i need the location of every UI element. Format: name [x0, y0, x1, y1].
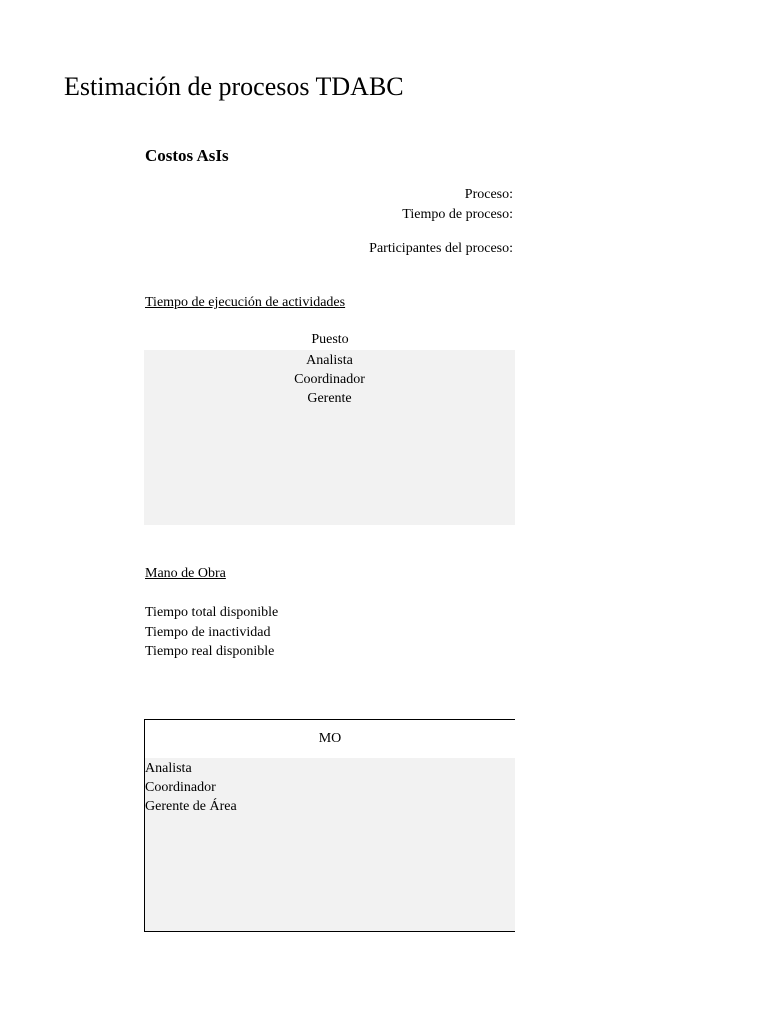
participants-label: Participantes del proceso:	[369, 241, 513, 256]
page-title: Estimación de procesos TDABC	[64, 72, 404, 101]
mo-row-gerente-area: Gerente de Área	[145, 799, 237, 814]
labor-real-time: Tiempo real disponible	[145, 644, 275, 659]
process-time-label: Tiempo de proceso:	[402, 207, 513, 222]
activities-heading: Tiempo de ejecución de actividades	[145, 295, 346, 310]
activities-table	[144, 350, 515, 525]
labor-total-time: Tiempo total disponible	[145, 605, 279, 620]
mo-row-coordinador: Coordinador	[145, 780, 216, 795]
activities-row-coordinador: Coordinador	[294, 372, 365, 387]
mo-table-body	[145, 758, 515, 931]
mo-row-analista: Analista	[145, 761, 192, 776]
process-label: Proceso:	[464, 187, 513, 202]
labor-idle-time: Tiempo de inactividad	[145, 625, 271, 640]
activities-column-header: Puesto	[311, 332, 349, 347]
activities-row-analista: Analista	[306, 353, 353, 368]
activities-row-gerente: Gerente	[307, 391, 352, 406]
mo-table	[144, 719, 515, 932]
labor-heading: Mano de Obra	[145, 566, 226, 581]
mo-table-header: MO	[318, 731, 342, 746]
section-title: Costos AsIs	[145, 146, 229, 165]
